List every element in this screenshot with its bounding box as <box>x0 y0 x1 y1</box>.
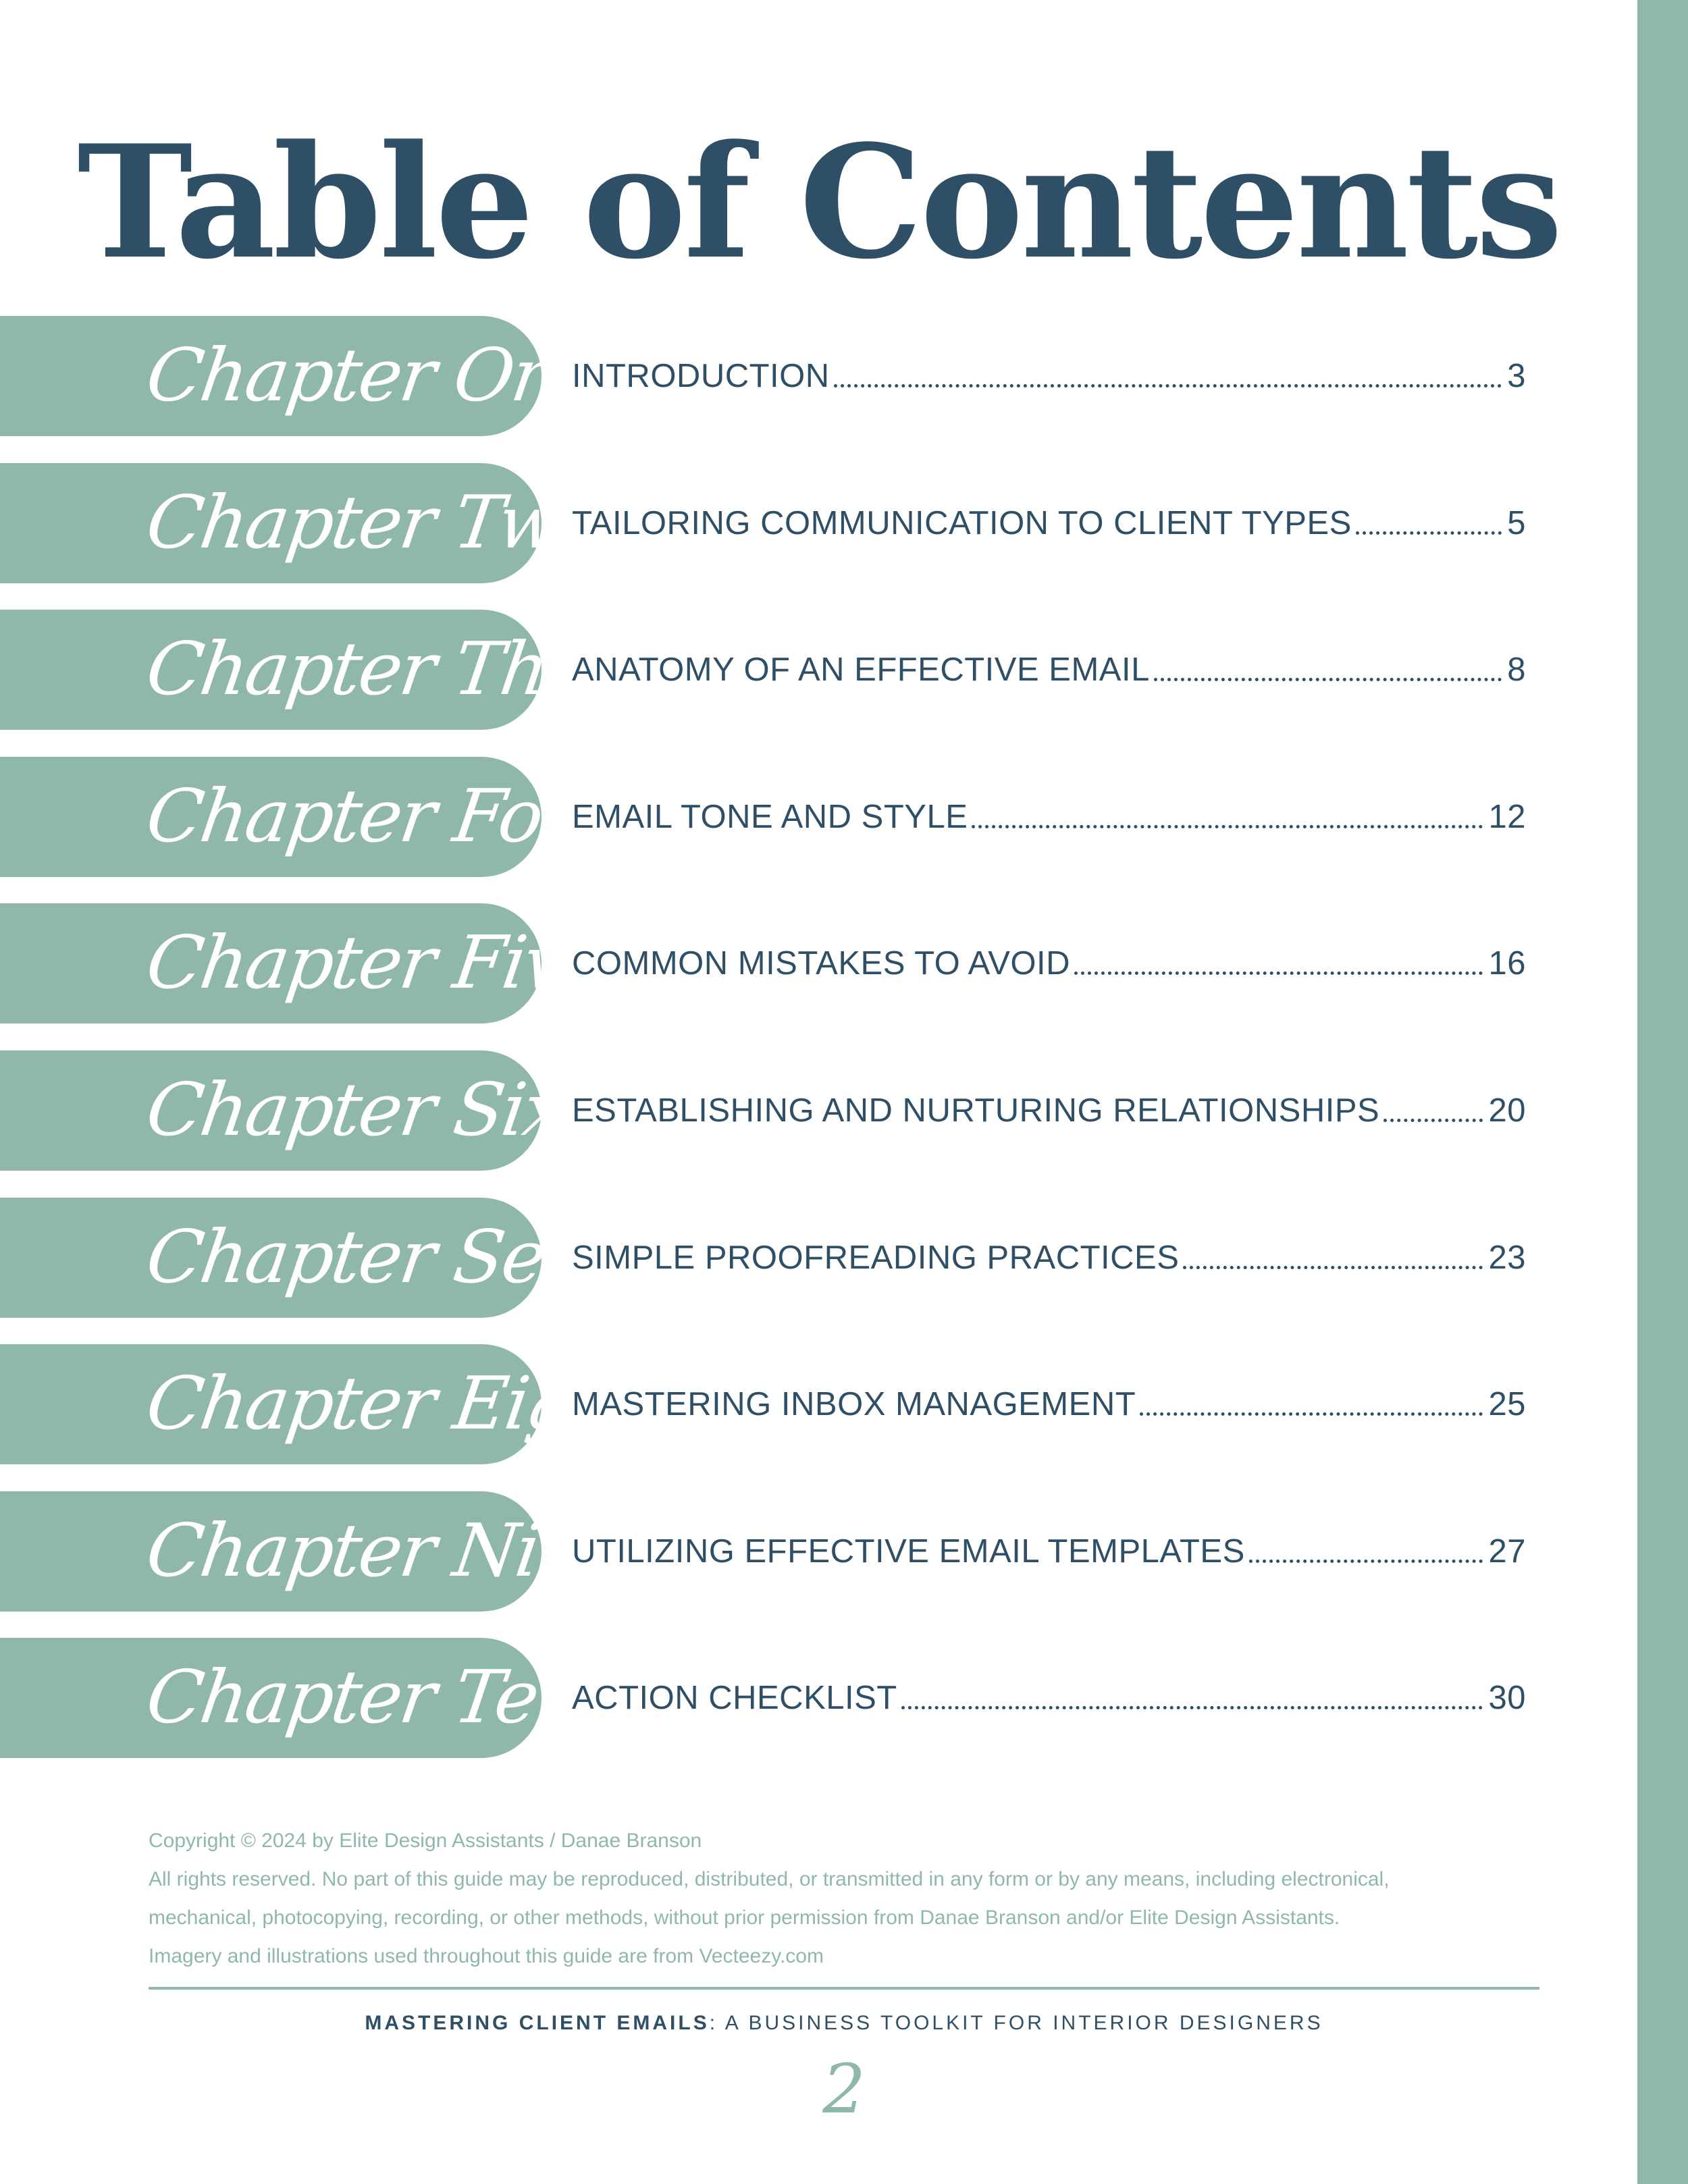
toc-entry[interactable] <box>572 1638 1526 1758</box>
toc-row[interactable] <box>0 1050 1526 1171</box>
dot-leader <box>901 1706 1483 1709</box>
entry-page-number: 12 <box>1488 799 1526 835</box>
toc-row[interactable] <box>0 610 1526 730</box>
toc-entry[interactable] <box>572 903 1526 1023</box>
rights-line-continued: mechanical, photocopying, recording, or other methods, without prior permission from Danae Branson and/or Elite Design Assistants. <box>149 1907 1340 1929</box>
chapter-pill <box>0 1491 630 1612</box>
toc-entry[interactable] <box>572 1198 1526 1318</box>
entry-page-number: 20 <box>1488 1092 1526 1129</box>
entry-title: INTRODUCTION <box>572 358 830 394</box>
chapter-pill <box>0 1344 650 1464</box>
entry-title: MASTERING INBOX MANAGEMENT <box>572 1386 1136 1422</box>
entry-title: SIMPLE PROOFREADING PRACTICES <box>572 1240 1180 1276</box>
entry-page-number: 23 <box>1488 1240 1526 1276</box>
rights-line: All rights reserved. No part of this guide may be reproduced, distributed, or transmitted in any form or by any means, including electronical, <box>149 1868 1390 1890</box>
chapter-pill <box>0 1638 587 1758</box>
toc-entry[interactable] <box>572 610 1526 730</box>
entry-page-number: 3 <box>1507 358 1526 394</box>
chapter-label: Chapter Two <box>141 481 607 565</box>
toc-row[interactable] <box>0 757 1526 877</box>
chapter-label: Chapter Eight <box>141 1362 650 1446</box>
page-number: 2 <box>822 2050 866 2129</box>
imagery-credit-line: Imagery and illustrations used throughout this guide are from Vecteezy.com <box>149 1945 824 1967</box>
chapter-label: Chapter Ten <box>141 1655 587 1740</box>
entry-page-number: 16 <box>1488 945 1526 982</box>
chapter-pill <box>0 1198 675 1318</box>
chapter-pill <box>0 903 611 1023</box>
toc-row[interactable] <box>0 463 1526 583</box>
book-subtitle: : A BUSINESS TOOLKIT FOR INTERIOR DESIGNERS <box>709 2012 1323 2034</box>
dot-leader <box>1383 1119 1483 1122</box>
side-accent-bar <box>1637 0 1688 2184</box>
entry-title: COMMON MISTAKES TO AVOID <box>572 945 1071 982</box>
chapter-pill <box>0 757 625 877</box>
dot-leader <box>1154 678 1502 681</box>
entry-page-number: 5 <box>1507 505 1526 541</box>
toc-row[interactable] <box>0 1344 1526 1464</box>
entry-page-number: 27 <box>1488 1533 1526 1570</box>
chapter-pill <box>0 316 604 436</box>
footer-divider <box>149 1987 1539 1990</box>
toc-entry[interactable] <box>572 1050 1526 1171</box>
dot-leader <box>972 825 1483 828</box>
toc-row[interactable] <box>0 1638 1526 1758</box>
entry-title: TAILORING COMMUNICATION TO CLIENT TYPES <box>572 505 1352 541</box>
dot-leader <box>1356 531 1502 535</box>
entry-page-number: 25 <box>1488 1386 1526 1422</box>
dot-leader <box>1183 1266 1483 1269</box>
entry-title: ANATOMY OF AN EFFECTIVE EMAIL <box>572 651 1150 688</box>
entry-page-number: 30 <box>1488 1680 1526 1716</box>
toc-row[interactable] <box>0 316 1526 436</box>
chapter-label: Chapter Nine <box>141 1509 630 1593</box>
chapter-pill <box>0 463 607 583</box>
toc-row[interactable] <box>0 1491 1526 1612</box>
chapter-label: Chapter Three <box>141 627 667 712</box>
chapter-label: Chapter Five <box>141 921 611 1005</box>
toc-row[interactable] <box>0 1198 1526 1318</box>
toc-entry[interactable] <box>572 463 1526 583</box>
chapter-label: Chapter Six <box>141 1068 569 1152</box>
toc-entry[interactable] <box>572 757 1526 877</box>
book-title: MASTERING CLIENT EMAILS <box>365 2012 710 2034</box>
chapter-pill <box>0 1050 569 1171</box>
dot-leader <box>834 384 1502 388</box>
chapter-label: Chapter One <box>141 334 604 418</box>
entry-title: ESTABLISHING AND NURTURING RELATIONSHIPS <box>572 1092 1380 1129</box>
entry-title: EMAIL TONE AND STYLE <box>572 799 968 835</box>
chapter-label: Chapter Seven <box>141 1215 675 1300</box>
toc-entry[interactable] <box>572 316 1526 436</box>
chapter-label: Chapter Four <box>141 774 625 859</box>
copyright-line: Copyright © 2024 by Elite Design Assistants / Danae Branson <box>149 1830 702 1852</box>
copyright-notice <box>149 1821 1539 1975</box>
dot-leader <box>1140 1412 1483 1416</box>
chapter-pill <box>0 610 667 730</box>
footer-book-title <box>0 2012 1688 2035</box>
entry-title: UTILIZING EFFECTIVE EMAIL TEMPLATES <box>572 1533 1245 1570</box>
page-title: Table of Contents <box>77 111 1560 294</box>
entry-page-number: 8 <box>1507 651 1526 688</box>
toc-entry[interactable] <box>572 1491 1526 1612</box>
dot-leader <box>1249 1560 1483 1563</box>
toc-row[interactable] <box>0 903 1526 1023</box>
toc-entry[interactable] <box>572 1344 1526 1464</box>
entry-title: ACTION CHECKLIST <box>572 1680 897 1716</box>
dot-leader <box>1074 971 1483 975</box>
